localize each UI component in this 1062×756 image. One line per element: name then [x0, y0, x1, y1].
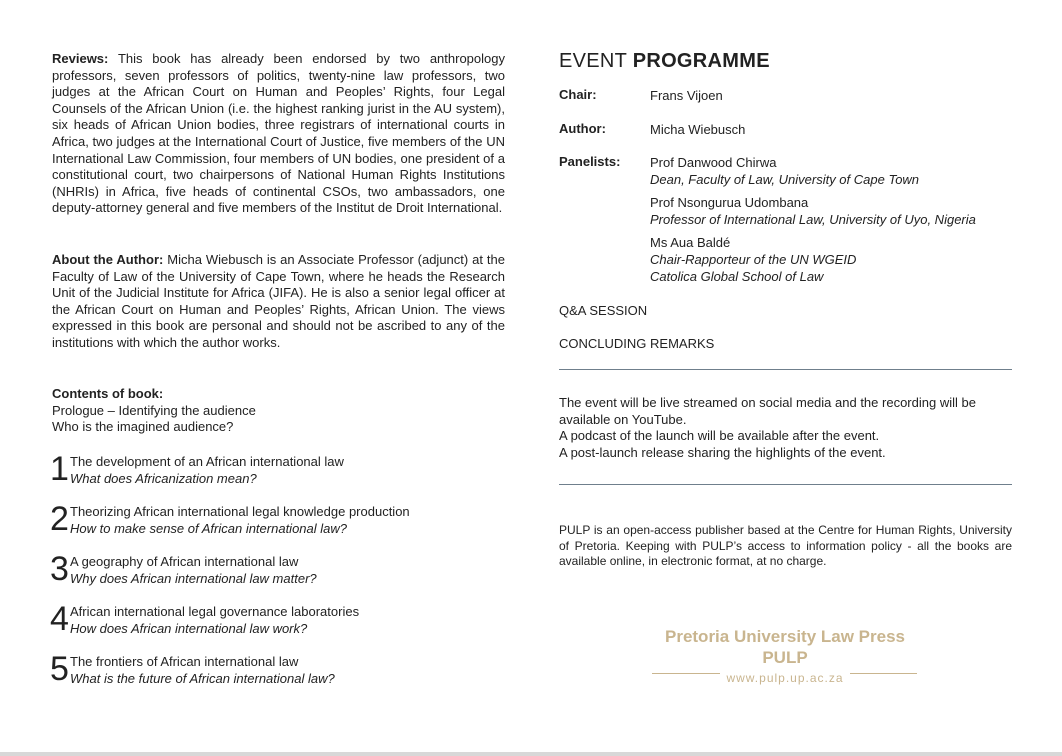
notice-line: The event will be live streamed on social media and the recording will be available on YouTube.: [559, 395, 976, 427]
chapter-title: African international legal governance laboratories: [70, 604, 360, 619]
title-bold: PROGRAMME: [632, 50, 770, 72]
divider: [559, 484, 1012, 485]
chapter-subtitle: What does Africanization mean?: [70, 471, 257, 486]
chapter-title: Theorizing African international legal knowledge production: [70, 504, 410, 519]
divider: [559, 369, 1012, 370]
panelist-name: Prof Danwood Chirwa: [650, 155, 777, 170]
about-author-paragraph: [52, 252, 505, 352]
contents-section: [52, 386, 256, 436]
chapter-number: 3: [50, 550, 69, 588]
panelist-role: Catolica Global School of Law: [650, 269, 824, 284]
panelist-role: Chair-Rapporteur of the UN WGEID: [650, 252, 857, 267]
author-label: About the Author:: [52, 252, 164, 267]
reviews-paragraph: [52, 51, 505, 217]
chair-label: Chair:: [559, 87, 597, 102]
concluding-remarks: CONCLUDING REMARKS: [559, 336, 715, 351]
event-notice: [559, 395, 1015, 461]
panelist-name: Prof Nsongurua Udombana: [650, 195, 809, 210]
author-label: Author:: [559, 121, 606, 136]
panelist-name: Ms Aua Baldé: [650, 235, 731, 250]
chapter-title: The frontiers of African international law: [70, 654, 299, 669]
panelist: [650, 234, 856, 285]
panelist: [650, 154, 919, 188]
pulp-description: PULP is an open-access publisher based at the Centre for Human Rights, University of Pretoria. Keeping with PULP’s access to information policy - all the books are available online, in electronic format, at no charge.: [559, 523, 1012, 568]
logo-url: www.pulp.up.ac.za: [720, 671, 849, 685]
panelist: [650, 194, 976, 228]
author-name: Micha Wiebusch: [650, 122, 746, 137]
chapter-subtitle: What is the future of African international law?: [70, 671, 335, 686]
programme-title: [559, 50, 770, 73]
chapter-number: 1: [50, 450, 69, 488]
contents-heading: Contents of book:: [52, 386, 164, 401]
chapter-number: 4: [50, 600, 69, 638]
panelist-role: Professor of International Law, University of Uyo, Nigeria: [650, 212, 976, 227]
notice-line: A post-launch release sharing the highlights of the event.: [559, 444, 886, 460]
chapter-title: The development of an African international law: [70, 454, 344, 469]
logo-acronym: PULP: [762, 648, 808, 667]
chapter-number: 5: [50, 650, 69, 688]
prologue-sub: Who is the imagined audience?: [52, 419, 234, 435]
logo-title: Pretoria University Law Press: [664, 627, 905, 646]
chapter-title: A geography of African international law: [70, 554, 299, 569]
panelists-label: Panelists:: [559, 154, 621, 169]
reviews-label: Reviews:: [52, 51, 109, 66]
title-light: EVENT: [559, 50, 633, 72]
qa-session: Q&A SESSION: [559, 303, 648, 318]
chapter-subtitle: Why does African international law matter?: [70, 571, 317, 586]
reviews-text: This book has already been endorsed by two anthropology professors, seven professors of politics, twenty-nine law professors, two judges at the African Court on Human and Peoples’ Rights, four Legal Counsels of the African Union (i.e. the highest ranking jurist in the AU system), six heads of African Union bodies, three registrars of international courts in Africa, two judges at the International Court of Justice, five members of the UN International Law Commission, four members of UN bodies, one president of a constitutional court, two chairpersons of National Human Rights Institutions (NHRIs) in Africa, five heads of continental CSOs, two ambassadors, one deputy-attorney general and five members of the Institut de Droit International.: [52, 51, 505, 216]
panelist-role: Dean, Faculty of Law, University of Cape Town: [650, 172, 920, 187]
chair-name: Frans Vijoen: [650, 88, 723, 103]
author-text: Micha Wiebusch is an Associate Professor (adjunct) at the Faculty of Law of the University of Cape Town, where he heads the Research Unit of the Judicial Institute for Africa (JIFA). He is also a senior legal officer at the African Court on Human and Peoples’ Rights, African Union. The views expressed in this book are personal and should not be ascribed to any of the institutions with which the author works.: [52, 252, 505, 350]
chapter-subtitle: How to make sense of African international law?: [70, 521, 347, 536]
chapter-number: 2: [50, 500, 69, 538]
prologue-title: Prologue – Identifying the audience: [52, 402, 256, 418]
page-bottom-edge: [0, 752, 1062, 756]
chapter-subtitle: How does African international law work?: [70, 621, 308, 636]
notice-line: A podcast of the launch will be available after the event.: [559, 428, 880, 444]
